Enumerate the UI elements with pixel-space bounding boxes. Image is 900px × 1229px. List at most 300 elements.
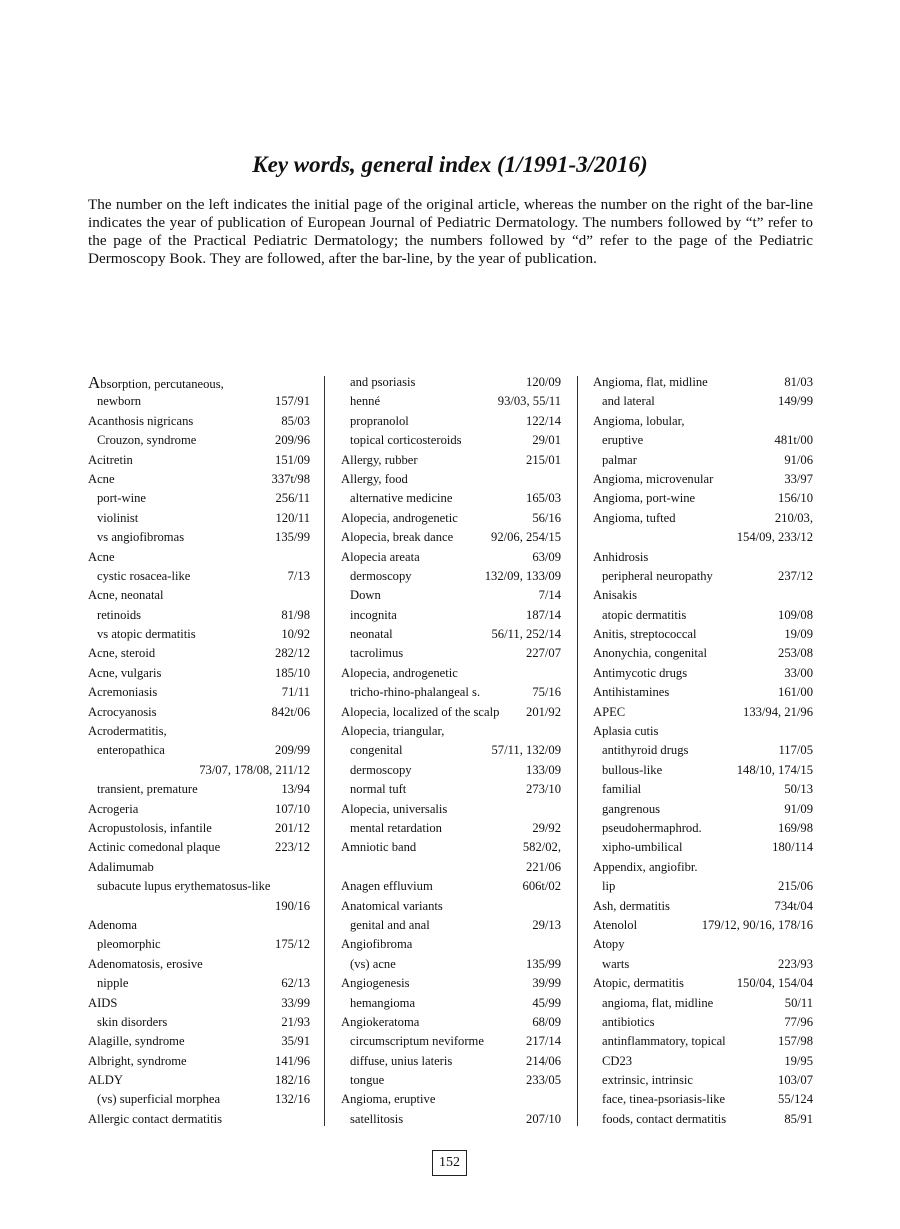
- index-entry: [341, 741, 561, 760]
- index-reference: 92/06, 254/15: [491, 530, 561, 545]
- index-column-2: [341, 373, 561, 1129]
- index-reference: 107/10: [275, 801, 310, 816]
- index-term: Anitis, streptococcal: [593, 627, 697, 642]
- index-column-3: [593, 373, 813, 1129]
- index-reference: 62/13: [281, 976, 310, 991]
- index-entry: [341, 838, 561, 857]
- column-divider: [577, 376, 578, 1126]
- index-reference: 68/09: [532, 1014, 561, 1029]
- index-reference: 217/14: [526, 1034, 561, 1049]
- index-term: Adenoma: [88, 917, 137, 932]
- index-reference: 19/95: [784, 1053, 813, 1068]
- index-entry: [593, 1071, 813, 1090]
- index-term: Alopecia, triangular,: [341, 724, 445, 739]
- index-entry: [88, 994, 310, 1013]
- index-reference: 103/07: [778, 1073, 813, 1088]
- index-entry: [88, 451, 310, 470]
- index-term: Alopecia, universalis: [341, 801, 448, 816]
- index-entry: [341, 877, 561, 896]
- index-entry: [88, 489, 310, 508]
- index-entry: [593, 1052, 813, 1071]
- index-reference: 148/10, 174/15: [736, 762, 813, 777]
- index-entry: [88, 1013, 310, 1032]
- index-entry: [341, 431, 561, 450]
- index-entry: [593, 606, 813, 625]
- index-term: Amniotic band: [341, 840, 417, 855]
- index-entry: [341, 858, 561, 877]
- index-entry: [88, 761, 310, 780]
- index-reference: 215/01: [526, 452, 561, 467]
- index-entry: [341, 625, 561, 644]
- index-term: pseudohermaphrod.: [602, 820, 702, 835]
- index-term: dermoscopy: [350, 762, 412, 777]
- index-reference: 35/91: [281, 1034, 310, 1049]
- index-term: tacrolimus: [350, 646, 404, 661]
- index-reference: 135/99: [526, 956, 561, 971]
- index-reference: 109/08: [778, 607, 813, 622]
- index-reference: 156/10: [778, 491, 813, 506]
- index-reference: 151/09: [275, 452, 310, 467]
- index-entry: [88, 1110, 310, 1129]
- index-entry: [593, 683, 813, 702]
- index-reference: 120/09: [526, 375, 561, 389]
- index-reference: 273/10: [526, 782, 561, 797]
- index-reference: 180/114: [772, 840, 813, 855]
- index-entry: [593, 528, 813, 547]
- index-term: Acne: [88, 549, 115, 564]
- index-term: Aplasia cutis: [593, 724, 659, 739]
- index-reference: 13/94: [281, 782, 310, 797]
- index-reference: 91/06: [784, 452, 813, 467]
- index-reference: 29/13: [532, 917, 561, 932]
- index-term: Acrogeria: [88, 801, 139, 816]
- index-term: and psoriasis: [350, 375, 416, 389]
- index-entry: [88, 470, 310, 489]
- index-term: Absorption, percutaneous,: [88, 373, 224, 392]
- index-entry: [88, 586, 310, 605]
- index-entry: [593, 451, 813, 470]
- index-term: lip: [602, 879, 616, 894]
- index-reference: 175/12: [275, 937, 310, 952]
- index-term: vs atopic dermatitis: [97, 627, 196, 642]
- index-reference: 50/11: [784, 995, 813, 1010]
- index-reference: 149/99: [778, 394, 813, 409]
- index-reference: 33/97: [784, 471, 813, 486]
- index-reference: 81/03: [784, 375, 813, 389]
- index-term: subacute lupus erythematosus-like: [97, 879, 271, 894]
- index-entry: [341, 780, 561, 799]
- index-term: angioma, flat, midline: [602, 995, 714, 1010]
- index-term: satellitosis: [350, 1111, 404, 1126]
- index-entry: [88, 974, 310, 993]
- index-entry: [593, 1032, 813, 1051]
- index-term: CD23: [602, 1053, 633, 1068]
- index-term: Acanthosis nigricans: [88, 413, 194, 428]
- index-reference: 215/06: [778, 879, 813, 894]
- index-reference: 85/91: [784, 1111, 813, 1126]
- index-entry: [593, 858, 813, 877]
- index-entry: [341, 392, 561, 411]
- index-column-1: [88, 373, 310, 1129]
- index-entry: [88, 392, 310, 411]
- index-entry: [341, 819, 561, 838]
- index-term: and lateral: [602, 394, 655, 409]
- index-term: Crouzon, syndrome: [97, 433, 197, 448]
- index-reference: 133/94, 21/96: [743, 704, 813, 719]
- index-entry: [88, 509, 310, 528]
- index-entry: [593, 489, 813, 508]
- index-term: antibiotics: [602, 1014, 655, 1029]
- index-reference: 91/09: [784, 801, 813, 816]
- index-reference: 214/06: [526, 1053, 561, 1068]
- index-term: Acropustolosis, infantile: [88, 820, 212, 835]
- index-entry: [341, 974, 561, 993]
- index-entry: [88, 528, 310, 547]
- index-entry: [88, 412, 310, 431]
- index-entry: [593, 838, 813, 857]
- index-reference: 606t/02: [522, 879, 561, 894]
- index-term: Anagen effluvium: [341, 879, 433, 894]
- index-term: Anatomical variants: [341, 898, 443, 913]
- index-reference: 39/99: [532, 976, 561, 991]
- index-entry: [593, 392, 813, 411]
- index-term: Alopecia, androgenetic: [341, 510, 458, 525]
- index-term: Down: [350, 588, 381, 603]
- index-term: Angioma, port-wine: [593, 491, 696, 506]
- index-term: peripheral neuropathy: [602, 568, 713, 583]
- index-term: Acrocyanosis: [88, 704, 157, 719]
- index-entry: [593, 567, 813, 586]
- index-entry: [341, 528, 561, 547]
- index-reference: 233/05: [526, 1073, 561, 1088]
- index-reference: 50/13: [784, 782, 813, 797]
- index-entry: [341, 722, 561, 741]
- index-entry: [88, 1071, 310, 1090]
- index-reference: 201/12: [275, 820, 310, 835]
- index-entry: [341, 1052, 561, 1071]
- index-reference: 227/07: [526, 646, 561, 661]
- index-term: Acrodermatitis,: [88, 724, 167, 739]
- index-reference: 179/12, 90/16, 178/16: [701, 917, 813, 932]
- index-term: retinoids: [97, 607, 142, 622]
- index-entry: [341, 470, 561, 489]
- index-entry: [593, 877, 813, 896]
- index-term: tricho-rhino-phalangeal s.: [350, 685, 481, 700]
- index-term: henné: [350, 394, 381, 409]
- index-reference: 56/16: [532, 510, 561, 525]
- index-term: face, tinea-psoriasis-like: [602, 1092, 726, 1107]
- index-reference: 256/11: [275, 491, 310, 506]
- index-term: nipple: [97, 976, 129, 991]
- index-reference: 209/99: [275, 743, 310, 758]
- index-reference: 207/10: [526, 1111, 561, 1126]
- index-reference: 187/14: [526, 607, 561, 622]
- index-reference: 73/07, 178/08, 211/12: [199, 762, 310, 777]
- index-entry: [593, 548, 813, 567]
- index-term: enteropathica: [97, 743, 165, 758]
- index-term: Acne, neonatal: [88, 588, 164, 603]
- index-entry: [88, 780, 310, 799]
- index-reference: 210/03,: [774, 510, 813, 525]
- index-term: palmar: [602, 452, 637, 467]
- index-entry: [593, 644, 813, 663]
- index-term: port-wine: [97, 491, 146, 506]
- index-reference: 135/99: [275, 530, 310, 545]
- index-entry: [341, 800, 561, 819]
- index-reference: 150/04, 154/04: [736, 976, 813, 991]
- index-entry: [593, 722, 813, 741]
- index-entry: [341, 509, 561, 528]
- index-reference: 21/93: [281, 1014, 310, 1029]
- index-entry: [341, 373, 561, 392]
- index-reference: 154/09, 233/12: [736, 530, 813, 545]
- index-term: congenital: [350, 743, 403, 758]
- index-entry: [341, 761, 561, 780]
- index-entry: [88, 664, 310, 683]
- index-term: antinflammatory, topical: [602, 1034, 726, 1049]
- index-reference: 157/98: [778, 1034, 813, 1049]
- index-reference: 133/09: [526, 762, 561, 777]
- index-reference: 71/11: [281, 685, 310, 700]
- index-entry: [88, 897, 310, 916]
- index-reference: 85/03: [281, 413, 310, 428]
- index-entry: [593, 935, 813, 954]
- index-term: Actinic comedonal plaque: [88, 840, 221, 855]
- column-divider: [324, 376, 325, 1126]
- index-entry: [341, 955, 561, 974]
- index-term: foods, contact dermatitis: [602, 1111, 727, 1126]
- index-term: skin disorders: [97, 1014, 168, 1029]
- index-term: alternative medicine: [350, 491, 453, 506]
- index-reference: 253/08: [778, 646, 813, 661]
- index-entry: [341, 1013, 561, 1032]
- index-term: neonatal: [350, 627, 393, 642]
- index-reference: 63/09: [532, 549, 561, 564]
- index-reference: 81/98: [281, 607, 310, 622]
- index-term: Allergy, rubber: [341, 452, 418, 467]
- index-reference: 10/92: [281, 627, 310, 642]
- index-term: tongue: [350, 1073, 385, 1088]
- index-term: mental retardation: [350, 820, 442, 835]
- index-term: pleomorphic: [97, 937, 161, 952]
- index-entry: [341, 1032, 561, 1051]
- index-entry: [593, 664, 813, 683]
- index-reference: 33/99: [281, 995, 310, 1010]
- index-reference: 56/11, 252/14: [491, 627, 561, 642]
- index-entry: [88, 800, 310, 819]
- index-reference: 282/12: [275, 646, 310, 661]
- index-entry: [341, 664, 561, 683]
- index-reference: 182/16: [275, 1073, 310, 1088]
- index-term: diffuse, unius lateris: [350, 1053, 453, 1068]
- index-entry: [593, 373, 813, 392]
- index-term: Alopecia areata: [341, 549, 420, 564]
- index-reference: 122/14: [526, 413, 561, 428]
- index-entry: [341, 1071, 561, 1090]
- index-entry: [593, 955, 813, 974]
- index-entry: [88, 916, 310, 935]
- index-entry: [88, 703, 310, 722]
- index-entry: [593, 412, 813, 431]
- index-entry: [88, 858, 310, 877]
- index-entry: [341, 935, 561, 954]
- index-entry: [341, 412, 561, 431]
- index-entry: [593, 741, 813, 760]
- index-entry: [88, 606, 310, 625]
- index-term: Antihistamines: [593, 685, 670, 700]
- index-term: Atopy: [593, 937, 625, 952]
- intro-paragraph: The number on the left indicates the initial page of the original article, whereas the number on the right of the bar-line indicates the year of publication of European Journal of Pediatric Dermatology. The numbers followed by “t” refer to the page of the Practical Pediatric Dermatology; the numbers followed by “d” refer to the page of the Pediatric Dermoscopy Book. They are followed, after the bar-line, by the year of publication.: [88, 196, 813, 267]
- index-reference: 221/06: [526, 859, 561, 874]
- index-term: Appendix, angiofibr.: [593, 859, 698, 874]
- index-entry: [593, 916, 813, 935]
- index-entry: [593, 897, 813, 916]
- index-entry: [341, 683, 561, 702]
- page-title: Key words, general index (1/1991-3/2016): [252, 152, 648, 177]
- index-entry: [593, 780, 813, 799]
- index-reference: 57/11, 132/09: [491, 743, 561, 758]
- index-reference: 337t/98: [271, 471, 310, 486]
- index-entry: [88, 567, 310, 586]
- index-term: Alopecia, localized of the scalp: [341, 704, 500, 719]
- index-entry: [341, 1090, 561, 1109]
- index-term: (vs) acne: [350, 956, 396, 971]
- index-reference: 161/00: [778, 685, 813, 700]
- index-term: Acremoniasis: [88, 685, 158, 700]
- index-reference: 185/10: [275, 665, 310, 680]
- index-term: Angiokeratoma: [341, 1014, 420, 1029]
- index-term: Ash, dermatitis: [593, 898, 670, 913]
- index-term: normal tuft: [350, 782, 407, 797]
- page-number: 152: [432, 1150, 467, 1176]
- index-term: Adenomatosis, erosive: [88, 956, 203, 971]
- index-entry: [88, 722, 310, 741]
- index-entry: [88, 741, 310, 760]
- index-reference: 481t/00: [774, 433, 813, 448]
- index-entry: [593, 509, 813, 528]
- index-reference: 29/01: [532, 433, 561, 448]
- index-entry: [341, 586, 561, 605]
- index-term: incognita: [350, 607, 397, 622]
- index-reference: 157/91: [275, 394, 310, 409]
- index-term: xipho-umbilical: [602, 840, 683, 855]
- index-reference: 29/92: [532, 820, 561, 835]
- index-entry: [593, 761, 813, 780]
- index-entry: [88, 877, 310, 896]
- index-term: atopic dermatitis: [602, 607, 687, 622]
- index-reference: 734t/04: [774, 898, 813, 913]
- index-reference: 7/13: [287, 568, 310, 583]
- index-term: APEC: [593, 704, 626, 719]
- index-reference: 55/124: [778, 1092, 813, 1107]
- index-entry: [341, 644, 561, 663]
- index-entry: [88, 373, 310, 392]
- index-term: Acne: [88, 471, 115, 486]
- index-term: genital and anal: [350, 917, 430, 932]
- index-entry: [593, 431, 813, 450]
- index-reference: 117/05: [778, 743, 813, 758]
- index-entry: [88, 683, 310, 702]
- index-term: (vs) superficial morphea: [97, 1092, 221, 1107]
- index-entry: [593, 703, 813, 722]
- index-term: Angioma, eruptive: [341, 1092, 436, 1107]
- index-term: circumscriptum neviforme: [350, 1034, 484, 1049]
- index-entry: [593, 819, 813, 838]
- index-reference: 201/92: [526, 704, 561, 719]
- index-term: familial: [602, 782, 642, 797]
- index-entry: [88, 644, 310, 663]
- index-entry: [341, 606, 561, 625]
- index-term: Anhidrosis: [593, 549, 649, 564]
- index-entry: [88, 1052, 310, 1071]
- index-term: Adalimumab: [88, 859, 154, 874]
- index-reference: 7/14: [538, 588, 561, 603]
- index-term: gangrenous: [602, 801, 661, 816]
- index-term: Angiogenesis: [341, 976, 410, 991]
- index-term: Angioma, flat, midline: [593, 375, 708, 389]
- index-term: Angioma, lobular,: [593, 413, 685, 428]
- index-term: Angioma, microvenular: [593, 471, 714, 486]
- index-term: propranolol: [350, 413, 409, 428]
- index-entry: [88, 625, 310, 644]
- index-term: AIDS: [88, 995, 118, 1010]
- index-term: Acne, steroid: [88, 646, 156, 661]
- index-entry: [88, 955, 310, 974]
- index-term: Albright, syndrome: [88, 1053, 187, 1068]
- index-term: Anonychia, congenital: [593, 646, 708, 661]
- index-term: ALDY: [88, 1073, 123, 1088]
- index-entry: [593, 1090, 813, 1109]
- index-entry: [88, 819, 310, 838]
- index-term: Alagille, syndrome: [88, 1034, 185, 1049]
- index-reference: 165/03: [526, 491, 561, 506]
- index-entry: [593, 586, 813, 605]
- index-reference: 132/09, 133/09: [484, 568, 561, 583]
- index-entry: [341, 703, 561, 722]
- index-reference: 169/98: [778, 820, 813, 835]
- index-entry: [341, 1110, 561, 1129]
- index-term: vs angiofibromas: [97, 530, 185, 545]
- index-entry: [341, 489, 561, 508]
- index-reference: 209/96: [275, 433, 310, 448]
- index-reference: 19/09: [784, 627, 813, 642]
- index-reference: 77/96: [784, 1014, 813, 1029]
- index-entry: [341, 451, 561, 470]
- index-term: warts: [602, 956, 630, 971]
- index-entry: [341, 567, 561, 586]
- index-entry: [341, 897, 561, 916]
- index-term: Antimycotic drugs: [593, 665, 688, 680]
- index-reference: 120/11: [275, 510, 310, 525]
- index-entry: [88, 1090, 310, 1109]
- index-reference: 75/16: [532, 685, 561, 700]
- index-term: dermoscopy: [350, 568, 412, 583]
- index-term: Alopecia, break dance: [341, 530, 454, 545]
- index-entry: [341, 994, 561, 1013]
- index-term: Anisakis: [593, 588, 638, 603]
- index-term: Atenolol: [593, 917, 638, 932]
- index-entry: [88, 935, 310, 954]
- index-term: bullous-like: [602, 762, 663, 777]
- index-term: Atopic, dermatitis: [593, 976, 684, 991]
- index-reference: 141/96: [275, 1053, 310, 1068]
- index-reference: 582/02,: [522, 840, 561, 855]
- index-reference: 237/12: [778, 568, 813, 583]
- index-entry: [593, 1013, 813, 1032]
- index-term: Angioma, tufted: [593, 510, 676, 525]
- index-term: antithyroid drugs: [602, 743, 689, 758]
- index-term: Allergy, food: [341, 471, 408, 486]
